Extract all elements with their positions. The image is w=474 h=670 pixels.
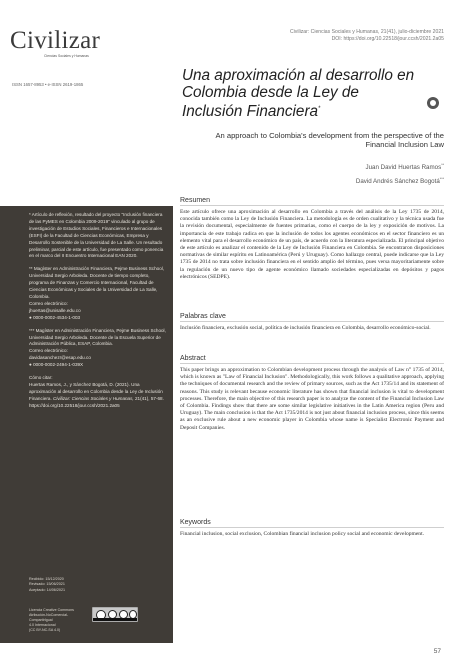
orcid-icon: ● <box>29 314 34 320</box>
author2-bio: *** Magíster en Administración Financiera, Pejme Business School, Universidad Sergio Arboleda. Docente de la Escuela Superior de Administración Pública, ESAP, Colombia. <box>29 327 166 347</box>
open-access-icon <box>427 97 439 109</box>
divider <box>180 527 444 528</box>
issn-line: ISSN 1657-8953 • e-ISSN 2619-1865 <box>12 82 84 87</box>
divider <box>180 363 444 364</box>
author-1 <box>356 160 444 174</box>
date-accepted: Aceptado: 14/06/2021 <box>29 587 66 592</box>
citation-part2[interactable]: 21(41), 57-68. https://doi.org/10.22518/jour.ccsh/2021.2a05 <box>29 395 164 408</box>
license-line: 4.0 Internacional <box>29 623 56 627</box>
author2-email-label: Correo electrónico: <box>29 348 68 354</box>
author-name: Juan David Huertas Ramos <box>365 164 442 172</box>
author2-orcid[interactable]: 0000-0002-2494-1-039X <box>33 362 84 368</box>
author1-email-label: Correo electrónico: <box>29 300 68 306</box>
citation-part1: Huertas Ramos, J., y Sánchez Bogotá, D. (2021). Una aproximación al desarrollo en Colombia desde la Ley de Inclusión Financiera. <box>29 381 163 401</box>
abstract-heading: Abstract <box>180 355 206 362</box>
license-text <box>29 608 89 633</box>
logo-text: Civilizar <box>10 27 101 54</box>
title-text: Una aproximación al desarrollo en Colombia desde la Ley de Inclusión Financiera <box>182 67 415 121</box>
author-notes <box>29 212 166 416</box>
author2-email[interactable]: davidasanchezr@esap.edu.co <box>29 355 91 361</box>
author2-note <box>29 328 166 369</box>
license-line: Licencia Creative Commons <box>29 608 74 612</box>
divider <box>180 321 444 322</box>
abstract-body: This paper brings an approximation to Colombian development process through the analysis of Law n° 1735 of 2014, which is known as "Law of Financial Inclusion". Methodologically, this work follows a qualitative approach, applying the techniques of documental research and the review of primary sources, such as the Act 1735/14 and its statement of reasons. This study is relevant because economic literature has shown that financial inclusion is vital to development processes. Therefore, the main objective of this research paper is to analyze the content of the Financial Inclusion Law of Colombia. Findings show that there are some similar legislative initiatives in the Latin America region (Peru and Uruguay). The main conclusion is that the Act 1735/2014 is not just about financial inclusion process, since this seems as an exclusive rule about a new economic player in Colombia whose name is Specialist Electronic Payment and Deposit Companies. <box>180 367 444 431</box>
journal-header <box>290 29 444 43</box>
page-number: 57 <box>433 648 441 655</box>
citation-journal: Civilizar: Ciencias Sociales y Humanas, <box>53 395 134 401</box>
resumen-body: Este artículo ofrece una aproximación al desarrollo en Colombia a través del análisis de la Ley 1735 de 2014, conocida también como la Ley de Inclusión Financiera. La metodología es de orden cualitativo y la técnica usada fue la revisión documental, especialmente de fuentes primarias, como el cuerpo de la ley y exposición de motivos. La importancia de este trabajo radica en que la inclusión de todos los agentes económicos en el sector financiero es un elemento vital para el desarrollo económico de un país, de acuerdo con la literatura especializada. El principal objetivo de este artículo es analizar el contenido de la Ley de Inclusión Financiera en Colombia. Se encontraron disposiciones normativas de similar espíritu en Latinoamérica (Perú y Uruguay). Como hallazgo central, puede indicarse que la Ley 1735 de 2014 no trata sobre inclusión financiera en el sentido amplio del término, pues versa mayoritariamente sobre la regulación de un nuevo tipo de agente económico llamado sociedades especializadas en depósitos y pagos electrónicos (SEDPE). <box>180 209 444 280</box>
author-marker: ** <box>441 163 444 167</box>
citation <box>29 382 166 410</box>
orcid-icon: ● <box>29 362 34 368</box>
palabras-clave-body: Inclusión financiera, exclusión social, política de inclusión financiera en Colombia, desarrollo económico-social. <box>180 325 431 331</box>
author1-email[interactable]: jhuertas@unisalle.edu.co <box>29 307 81 313</box>
journal-doi[interactable]: DOI: https://doi.org/10.22518/jour.ccsh/2021.2a05 <box>331 36 444 43</box>
date-reviewed: Revisado: 15/06/2021 <box>29 582 65 587</box>
resumen-heading: Resumen <box>180 197 210 204</box>
license-line: Atribución-NoComercial-CompartirIgual <box>29 613 69 622</box>
article-dates <box>29 577 89 593</box>
project-note: * Artículo de reflexión, resultado del proyecto "Inclusión financiera de las PyMES en Colombia 2009-2019" vinculado al grupo de investigación de Estudios Sociales, Financieros e Internacionales (ESFI) de la Facultad de Ciencias Económicas, Empresa y Desarrollo Sostenible de la Universidad de La Salle. Un resultado preliminar, parcial de este artículo, fue presentado como ponencia en el marco del II Encuentro Internacional EAN 2020. <box>29 212 164 259</box>
author1-bio: ** Magíster en Administración Financiera, Pejme Business School, Universidad Sergio Arboleda. Docente de tiempo completo, programa de Finanzas y Comercio Internacional, Facultad de Ciencias Económicas y Sociales de la Universidad de La Salle, Colombia. <box>29 266 165 299</box>
author-2 <box>356 174 444 188</box>
keywords-heading: Keywords <box>180 519 211 526</box>
abstract-section <box>180 355 444 432</box>
article-subtitle: An approach to Colombia's development from the perspective of the Financial Inclusion Law <box>215 131 444 150</box>
author-name: David Andrés Sánchez Bogotá <box>355 177 440 185</box>
resumen-section <box>180 197 444 281</box>
keywords-body: Financial inclusion, social exclusion, Colombian financial inclusion policy social and economic development. <box>180 531 425 537</box>
journal-citation: Civilizar: Ciencias Sociales y Humanas, 21(41), julio-diciembre 2021 <box>289 29 444 35</box>
article-title <box>182 68 422 121</box>
author1-note <box>29 266 166 321</box>
author1-orcid[interactable]: 0000-0002-4534-1-003 <box>33 314 81 320</box>
author-marker: *** <box>439 176 444 181</box>
keywords-section <box>180 519 444 538</box>
palabras-clave-heading: Palabras clave <box>180 313 226 320</box>
date-received: Recibido: 15/12/2020 <box>29 577 64 581</box>
logo-subtitle: Ciencias Sociales y Humanas <box>44 54 89 58</box>
journal-logo <box>10 28 110 58</box>
cc-license-icon[interactable] <box>92 607 138 622</box>
divider <box>180 205 444 206</box>
author-list <box>356 160 444 187</box>
title-footnote-marker: * <box>318 106 321 112</box>
palabras-clave-section <box>180 313 444 332</box>
license-line: (CC BY-NC-SA 4.0) <box>29 628 61 632</box>
citation-label: Cómo citar: <box>29 375 53 381</box>
